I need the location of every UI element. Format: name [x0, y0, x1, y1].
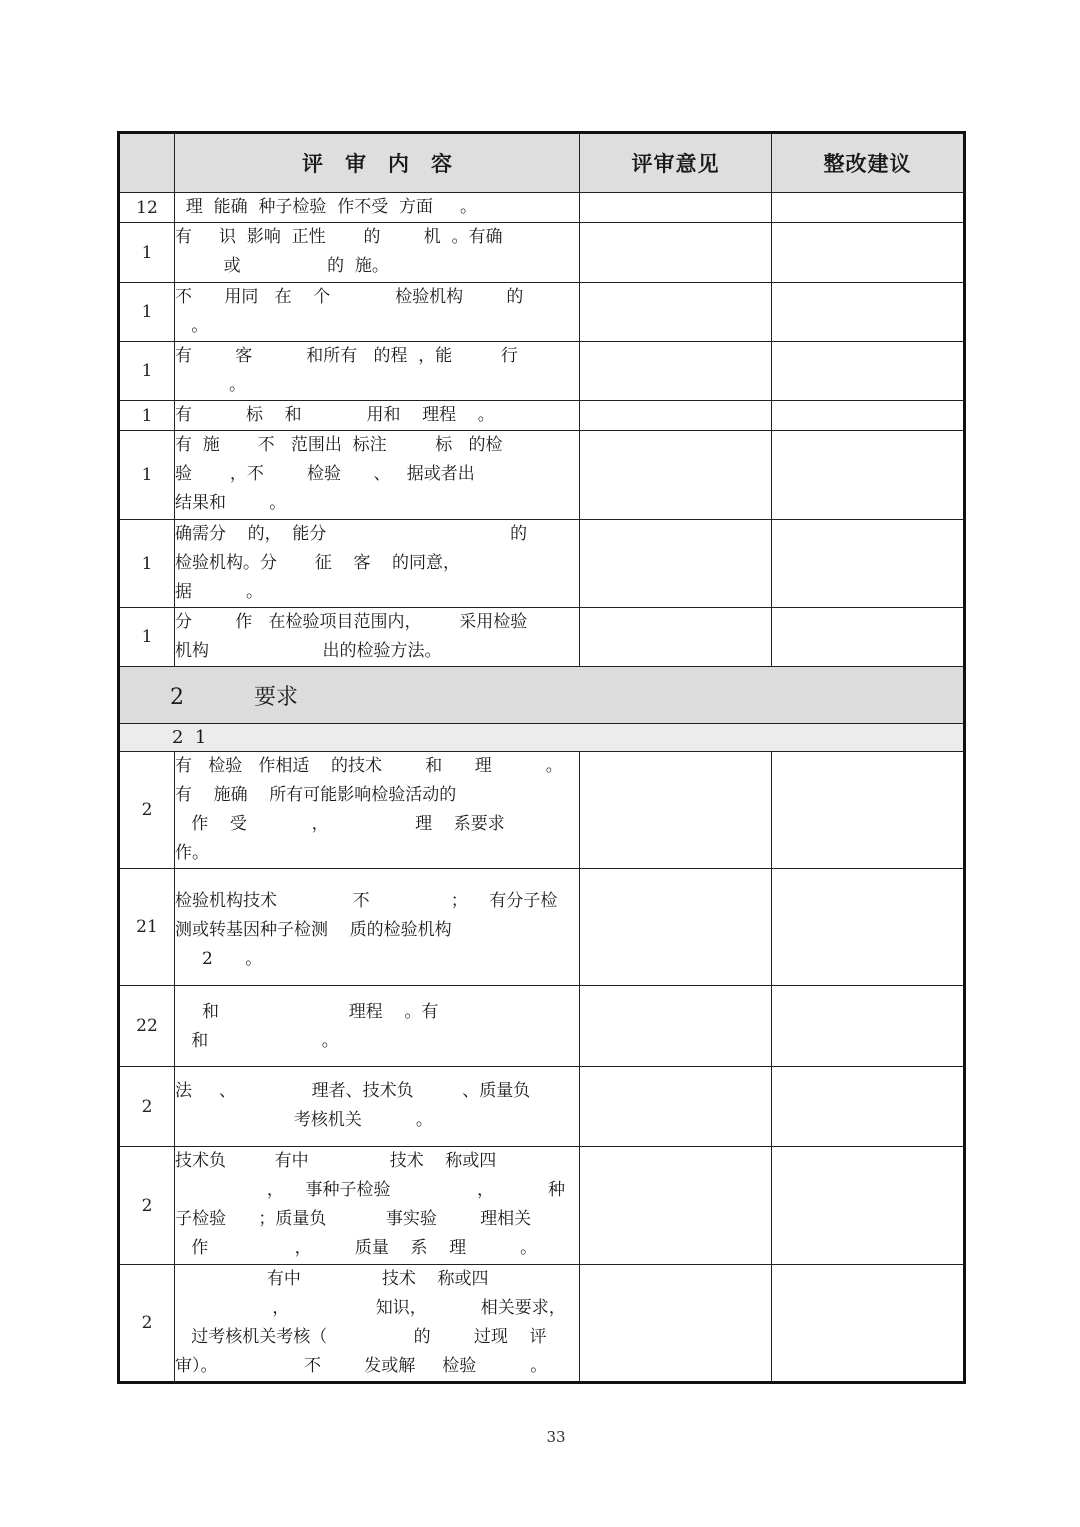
- opinion-cell[interactable]: [580, 401, 772, 431]
- table-row: [119, 1147, 965, 1265]
- suggestion-cell[interactable]: [772, 752, 965, 869]
- opinion-cell[interactable]: [580, 608, 772, 667]
- table-row: [119, 193, 965, 223]
- table-row: [119, 752, 965, 869]
- page-number: 33: [546, 1428, 566, 1446]
- row-content: 理 能确 种子检验 作不受 方面 。: [175, 193, 580, 223]
- row-content: 确需分 的， 能分 的 检验机构。分 征 客 的同意， 据 。: [175, 520, 580, 608]
- opinion-cell[interactable]: [580, 283, 772, 342]
- row-number: 12: [119, 193, 175, 223]
- row-content: 有中 技术 称或四 ， 知识， 相关要求， 过考核机关考核（ 的 过现 评 审）。 不 发或解 检验 。: [175, 1265, 580, 1383]
- row-content: 有 检验 作相适 的技术 和 理 。 有 施确 所有可能影响检验活动的 作 受 ， 理 系要求 作。: [175, 752, 580, 869]
- row-number: 21: [119, 869, 175, 986]
- suggestion-cell[interactable]: [772, 342, 965, 401]
- suggestion-cell[interactable]: [772, 223, 965, 283]
- row-number: 2: [119, 1265, 175, 1383]
- suggestion-cell[interactable]: [772, 193, 965, 223]
- table-header-row: [119, 133, 965, 193]
- table-row: [119, 1265, 965, 1383]
- suggestion-cell[interactable]: [772, 1265, 965, 1383]
- section-heading: [119, 667, 965, 724]
- suggestion-cell[interactable]: [772, 608, 965, 667]
- header-number: [119, 133, 175, 193]
- opinion-cell[interactable]: [580, 1067, 772, 1147]
- table-row: [119, 1067, 965, 1147]
- row-number: 22: [119, 986, 175, 1067]
- row-number: 2: [119, 752, 175, 869]
- row-number: 1: [119, 283, 175, 342]
- opinion-cell[interactable]: [580, 193, 772, 223]
- table-row: [119, 869, 965, 986]
- header-rectification-suggestion: 整改建议: [772, 133, 965, 193]
- suggestion-cell[interactable]: [772, 520, 965, 608]
- suggestion-cell[interactable]: [772, 869, 965, 986]
- row-content: 和 理程 。有 和 。: [175, 986, 580, 1067]
- table-row: [119, 342, 965, 401]
- table-row: [119, 223, 965, 283]
- row-content: 有 客 和所有 的程 ，能 行 。: [175, 342, 580, 401]
- row-number: 1: [119, 223, 175, 283]
- section-number: 2: [170, 684, 184, 710]
- section-title: 要求: [253, 684, 298, 710]
- opinion-cell[interactable]: [580, 431, 772, 520]
- opinion-cell[interactable]: [580, 752, 772, 869]
- table-row: [119, 520, 965, 608]
- header-review-opinion: 评审意见: [580, 133, 772, 193]
- row-number: 1: [119, 520, 175, 608]
- row-content: 分 作 在检验项目范围内， 采用检验 机构 出的检验方法。: [175, 608, 580, 667]
- table-row: [119, 431, 965, 520]
- opinion-cell[interactable]: [580, 869, 772, 986]
- row-content: 技术负 有中 技术 称或四 ， 事种子检验 ， 种 子检验 ；质量负 事实验 理相关 作 ， 质量 系 理 。: [175, 1147, 580, 1265]
- table-row: [119, 283, 965, 342]
- opinion-cell[interactable]: [580, 223, 772, 283]
- row-content: 有 施 不 范围出 标注 标 的检 验 ，不 检验 、 据或者出 结果和 。: [175, 431, 580, 520]
- suggestion-cell[interactable]: [772, 283, 965, 342]
- header-review-content: 评审内容: [175, 133, 580, 193]
- opinion-cell[interactable]: [580, 342, 772, 401]
- suggestion-cell[interactable]: [772, 1147, 965, 1265]
- suggestion-cell[interactable]: [772, 401, 965, 431]
- row-number: 2: [119, 1067, 175, 1147]
- row-number: 1: [119, 608, 175, 667]
- suggestion-cell[interactable]: [772, 986, 965, 1067]
- subsection-heading: 2 1: [119, 724, 965, 752]
- subsection-row: [119, 724, 965, 752]
- table-row: [119, 986, 965, 1067]
- opinion-cell[interactable]: [580, 1265, 772, 1383]
- row-number: 1: [119, 401, 175, 431]
- row-content: 不 用同 在 个 检验机构 的 。: [175, 283, 580, 342]
- opinion-cell[interactable]: [580, 520, 772, 608]
- opinion-cell[interactable]: [580, 986, 772, 1067]
- suggestion-cell[interactable]: [772, 1067, 965, 1147]
- table-row: [119, 608, 965, 667]
- suggestion-cell[interactable]: [772, 431, 965, 520]
- row-content: 法 、 理者、技术负 、质量负 考核机关 。: [175, 1067, 580, 1147]
- opinion-cell[interactable]: [580, 1147, 772, 1265]
- table-row: [119, 401, 965, 431]
- row-number: 1: [119, 431, 175, 520]
- section-row: [119, 667, 965, 724]
- row-content: 检验机构技术 不 ； 有分子检 测或转基因种子检测 质的检验机构 2 。: [175, 869, 580, 986]
- row-content: 有 识 影响 正性 的 机 。有确 或 的 施。: [175, 223, 580, 283]
- row-number: 2: [119, 1147, 175, 1265]
- row-number: 1: [119, 342, 175, 401]
- review-table: [117, 131, 966, 1384]
- row-content: 有 标 和 用和 理程 。: [175, 401, 580, 431]
